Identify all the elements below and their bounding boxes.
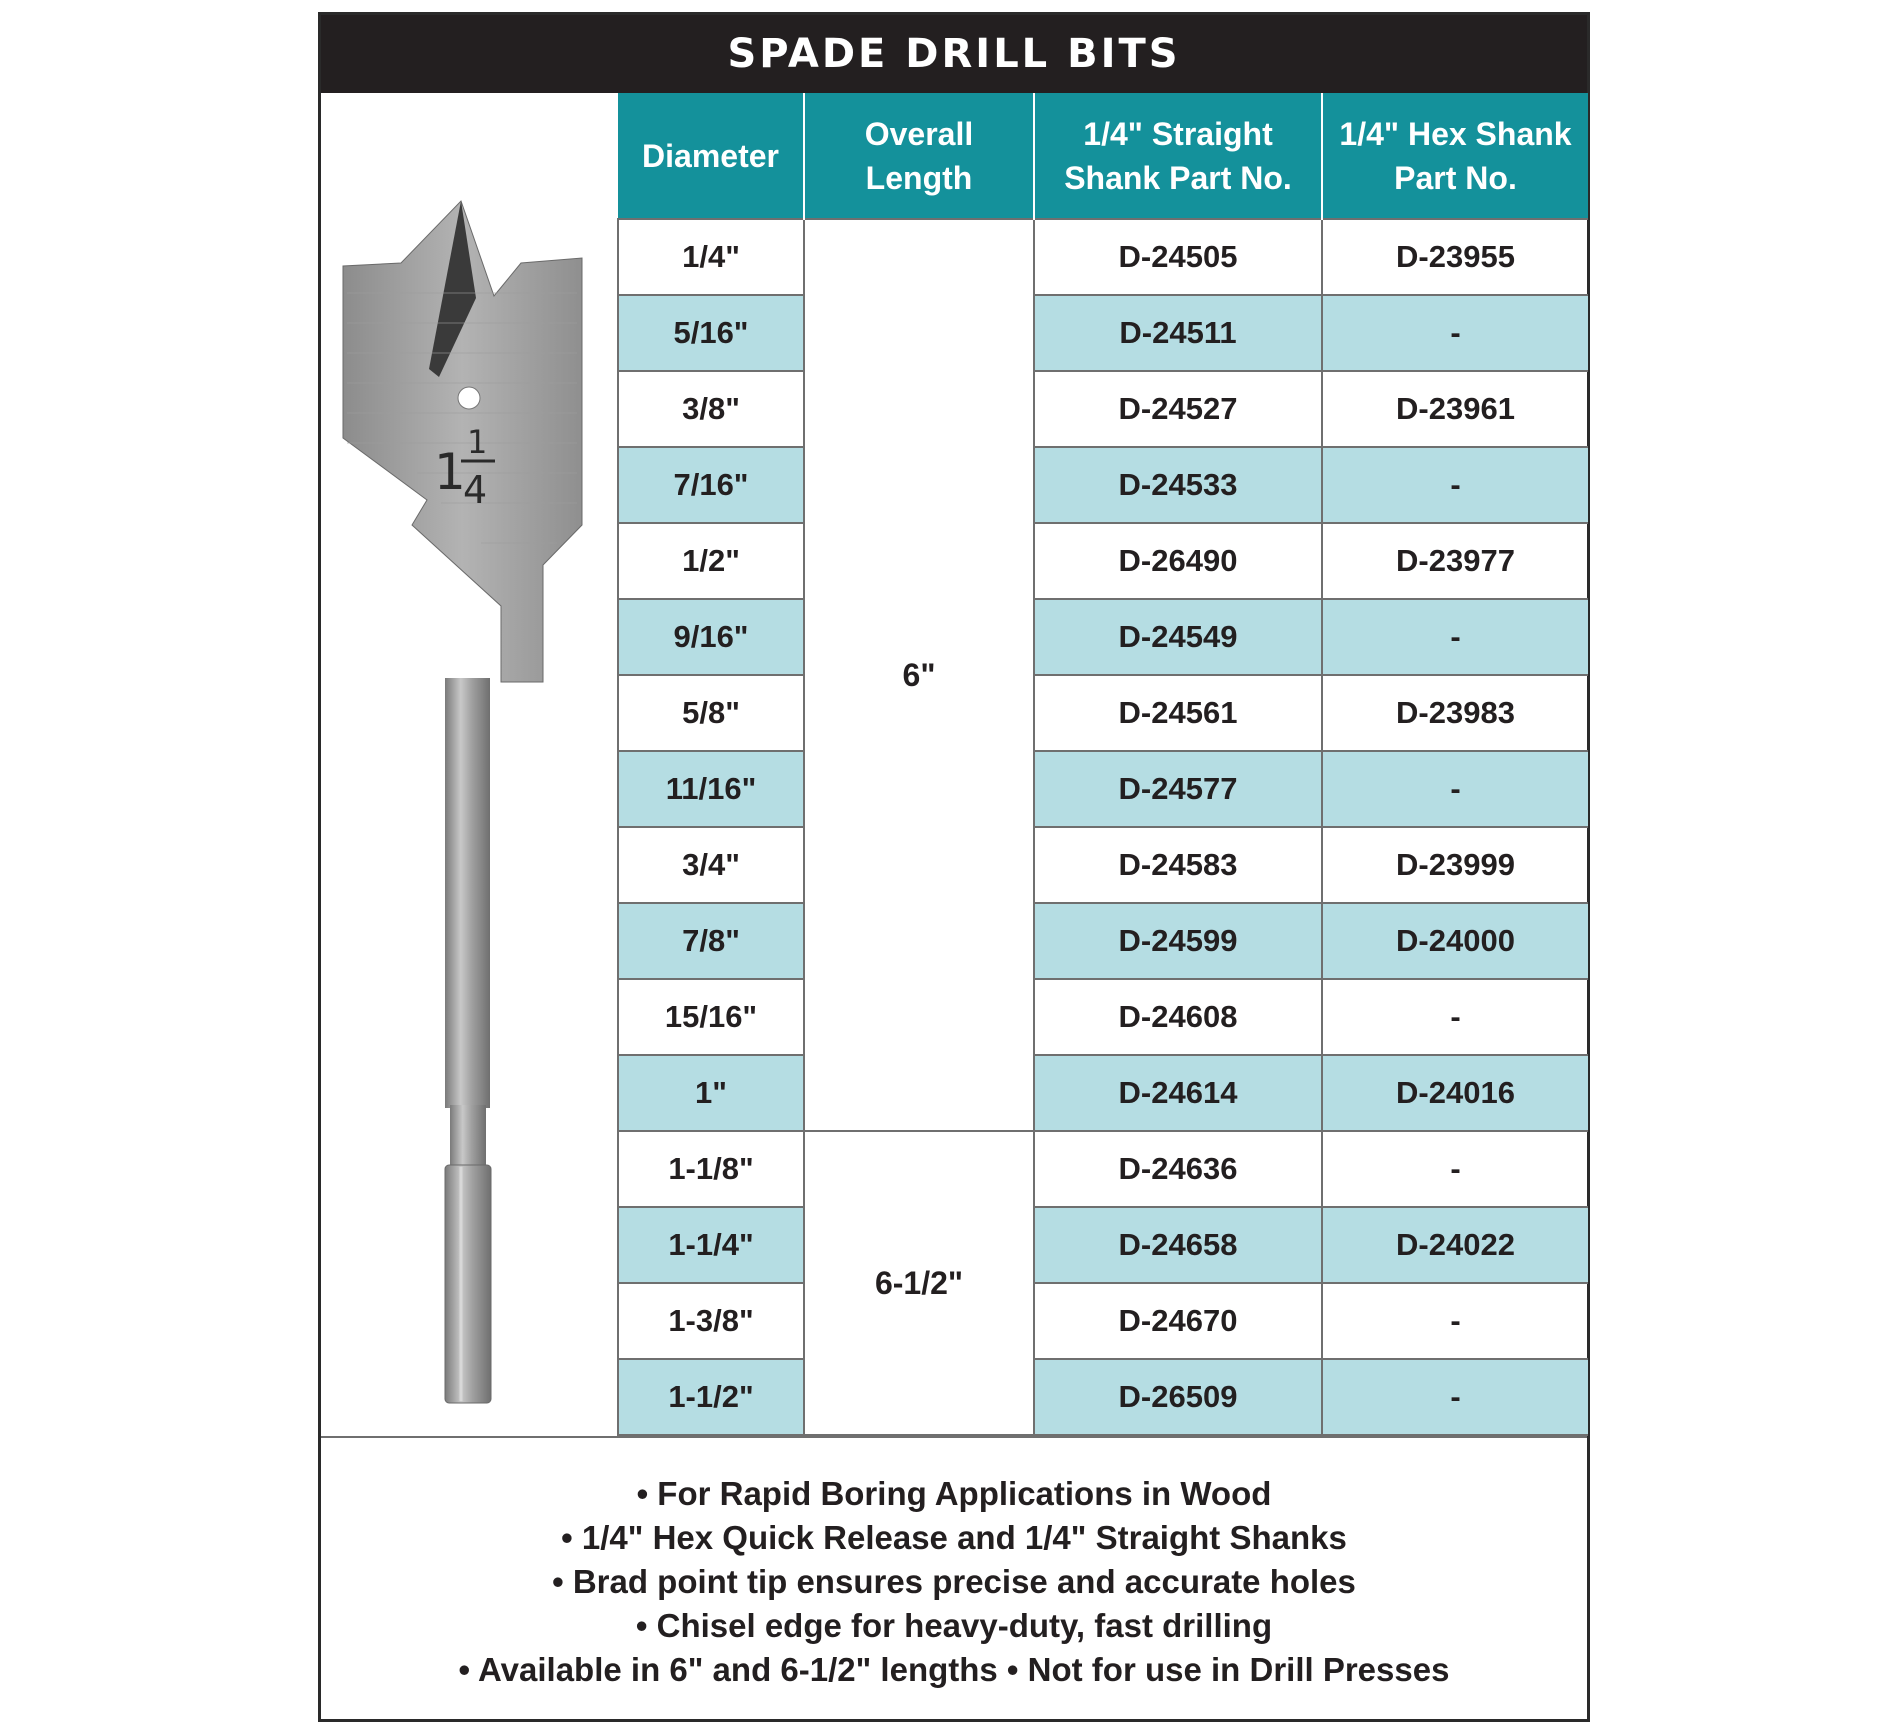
straight-part-cell: D-24511 — [1034, 295, 1322, 371]
header-row — [618, 93, 1588, 219]
diameter-cell: 3/4" — [618, 827, 804, 903]
overall-length-cell: 6-1/2" — [804, 1131, 1034, 1435]
overall-length-cell: 6" — [804, 219, 1034, 1131]
round-shank — [445, 678, 490, 1108]
table-row — [618, 979, 1588, 1055]
table-row — [618, 523, 1588, 599]
feature-list — [321, 1436, 1587, 1721]
diameter-cell: 1-1/4" — [618, 1207, 804, 1283]
hex-part-cell: - — [1322, 599, 1588, 675]
table-row — [618, 1055, 1588, 1131]
header-straight-shank: 1/4" Straight Shank Part No. — [1034, 93, 1322, 219]
straight-part-cell: D-24505 — [1034, 219, 1322, 295]
header-diameter: Diameter — [618, 93, 804, 219]
table-row — [618, 1283, 1588, 1359]
stamped-size-whole: 1 — [434, 443, 466, 501]
header-hex-shank: 1/4" Hex Shank Part No. — [1322, 93, 1588, 219]
spade-drill-bit-image — [321, 93, 617, 1436]
hex-part-cell: D-23999 — [1322, 827, 1588, 903]
hex-part-cell: D-24022 — [1322, 1207, 1588, 1283]
table-row — [618, 751, 1588, 827]
hex-part-cell: - — [1322, 751, 1588, 827]
table-row — [618, 371, 1588, 447]
feature-item: • 1/4" Hex Quick Release and 1/4" Straight Shanks — [561, 1519, 1347, 1556]
straight-part-cell: D-26509 — [1034, 1359, 1322, 1435]
diameter-cell: 11/16" — [618, 751, 804, 827]
straight-part-cell: D-24533 — [1034, 447, 1322, 523]
blade-hole — [458, 387, 480, 409]
table-row — [618, 1131, 1588, 1207]
diameter-cell: 1-3/8" — [618, 1283, 804, 1359]
hex-part-cell: D-23983 — [1322, 675, 1588, 751]
hex-part-cell: D-23955 — [1322, 219, 1588, 295]
table-row — [618, 827, 1588, 903]
straight-part-cell: D-24599 — [1034, 903, 1322, 979]
straight-part-cell: D-24549 — [1034, 599, 1322, 675]
table-row — [618, 1207, 1588, 1283]
diameter-cell: 3/8" — [618, 371, 804, 447]
table-row — [618, 675, 1588, 751]
hex-part-cell: - — [1322, 295, 1588, 371]
diameter-cell: 9/16" — [618, 599, 804, 675]
straight-part-cell: D-24561 — [1034, 675, 1322, 751]
table-row — [618, 599, 1588, 675]
hex-part-cell: - — [1322, 979, 1588, 1055]
straight-part-cell: D-24583 — [1034, 827, 1322, 903]
hex-part-cell: - — [1322, 1283, 1588, 1359]
feature-item: • Available in 6" and 6-1/2" lengths • Not for use in Drill Presses — [458, 1651, 1450, 1688]
feature-item: • Brad point tip ensures precise and accurate holes — [552, 1563, 1356, 1600]
feature-item: • For Rapid Boring Applications in Wood — [636, 1475, 1272, 1512]
stamped-size-denominator: 4 — [463, 468, 488, 512]
hex-part-cell: - — [1322, 1359, 1588, 1435]
hex-shank — [445, 1165, 491, 1403]
straight-part-cell: D-24527 — [1034, 371, 1322, 447]
table-row — [618, 219, 1588, 295]
diameter-cell: 1/2" — [618, 523, 804, 599]
straight-part-cell: D-24636 — [1034, 1131, 1322, 1207]
diameter-cell: 1/4" — [618, 219, 804, 295]
diameter-cell: 5/16" — [618, 295, 804, 371]
feature-item: • Chisel edge for heavy-duty, fast drilling — [635, 1607, 1273, 1644]
hex-part-cell: D-23961 — [1322, 371, 1588, 447]
header-overall-length: Overall Length — [804, 93, 1034, 219]
straight-part-cell: D-24577 — [1034, 751, 1322, 827]
hex-part-cell: - — [1322, 1131, 1588, 1207]
hex-part-cell: D-23977 — [1322, 523, 1588, 599]
diameter-cell: 7/8" — [618, 903, 804, 979]
hex-part-cell: D-24016 — [1322, 1055, 1588, 1131]
diameter-cell: 1-1/8" — [618, 1131, 804, 1207]
diameter-cell: 1-1/2" — [618, 1359, 804, 1435]
straight-part-cell: D-26490 — [1034, 523, 1322, 599]
table-row — [618, 1359, 1588, 1435]
table-row — [618, 447, 1588, 523]
hex-part-cell: - — [1322, 447, 1588, 523]
straight-part-cell: D-24608 — [1034, 979, 1322, 1055]
drill-bit-illustration — [321, 93, 617, 1436]
straight-part-cell: D-24658 — [1034, 1207, 1322, 1283]
diameter-cell: 15/16" — [618, 979, 804, 1055]
spec-sheet — [318, 12, 1590, 1722]
hex-part-cell: D-24000 — [1322, 903, 1588, 979]
page-title: SPADE DRILL BITS — [321, 15, 1587, 93]
diameter-cell: 1" — [618, 1055, 804, 1131]
table-row — [618, 295, 1588, 371]
spec-table — [617, 93, 1588, 1436]
stamped-size-numerator: 1 — [467, 423, 488, 461]
diameter-cell: 7/16" — [618, 447, 804, 523]
table-row — [618, 903, 1588, 979]
diameter-cell: 5/8" — [618, 675, 804, 751]
straight-part-cell: D-24614 — [1034, 1055, 1322, 1131]
straight-part-cell: D-24670 — [1034, 1283, 1322, 1359]
